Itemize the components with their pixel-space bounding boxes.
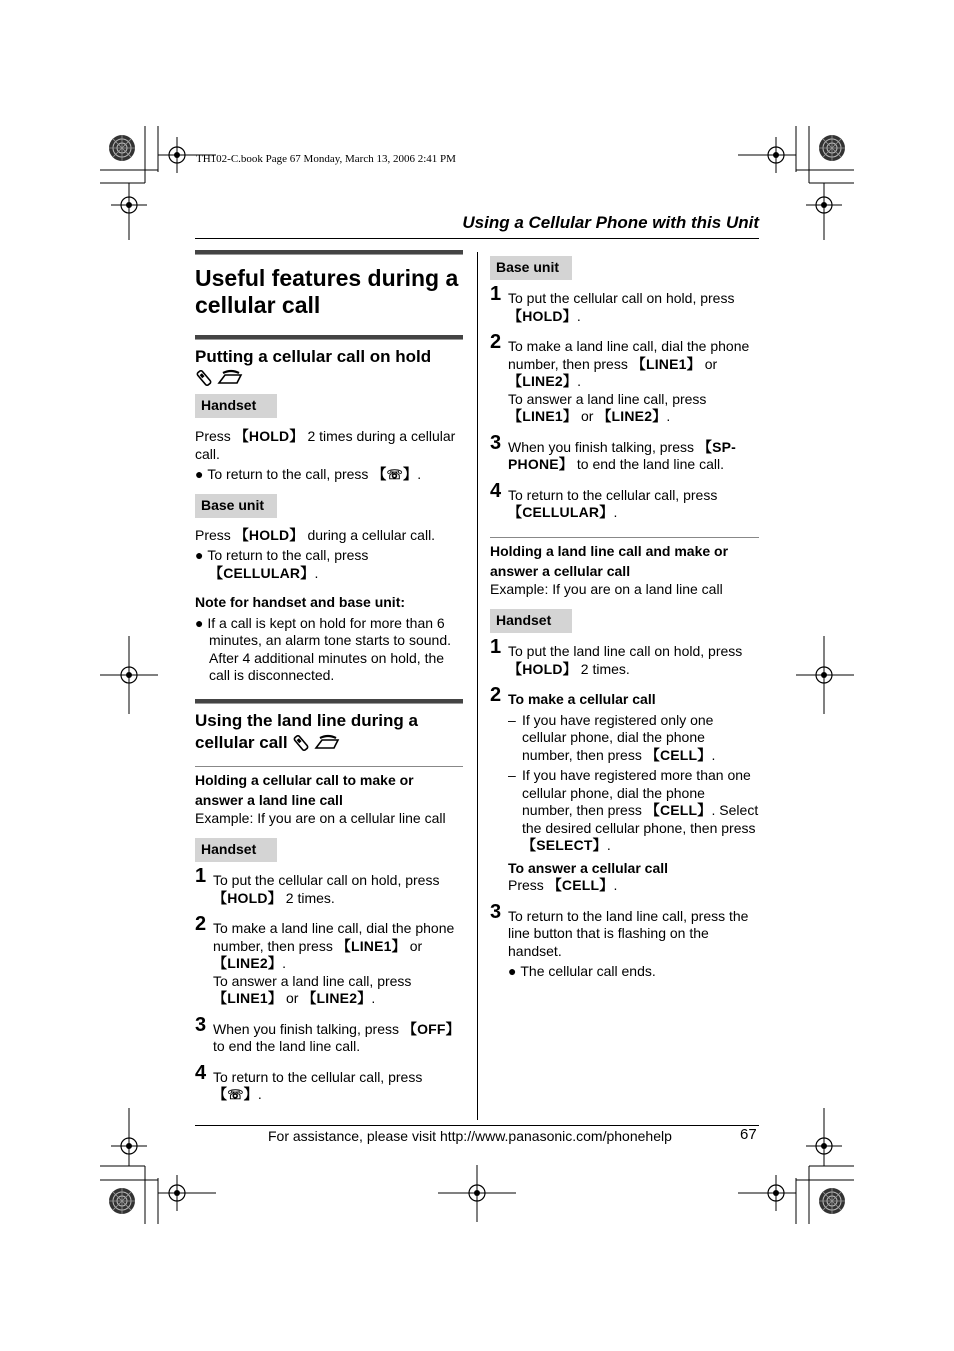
handset-label: Handset: [195, 394, 277, 418]
handset-hold-text: Press 【HOLD】 2 times during a cellular call.: [195, 428, 456, 462]
right-step-1: 1 To put the cellular call on hold, press 【HOLD】.: [490, 283, 735, 324]
right-h-step-1: 1 To put the land line call on hold, press 【HOLD】 2 times.: [490, 636, 743, 677]
left-column: [195, 250, 463, 1104]
handset-label-right: Handset: [490, 609, 572, 633]
left-step-1: 1 To put the cellular call on hold, press 【HOLD】 2 times.: [195, 865, 440, 906]
left-step-4: 4 To return to the cellular call, press 【☏】.: [195, 1061, 423, 1102]
holding-example: Example: If you are on a cellular line call: [195, 809, 446, 826]
footer-rule: [195, 1125, 759, 1126]
hold-heading: Putting a cellular call on hold: [195, 347, 432, 366]
right-step-3: 3 When you finish talking, press 【SP- PHONE】 to end the land line call.: [490, 431, 737, 472]
base-return-bullet: ● To return to the call, press 【CELLULAR】.: [195, 547, 369, 581]
right-column: [490, 256, 759, 981]
dash-item-1: – If you have registered only one cellular phone, dial the phone number, then press 【CELL】.: [508, 711, 716, 763]
landline-heading: Using the land line during a cellular call: [195, 710, 418, 752]
left-step-2: 2 To make a land line call, dial the phone number, then press 【LINE1】 or 【LINE2】. To answer a land line call, press 【LINE1】 or 【LINE2】.: [195, 913, 455, 1006]
left-step-3: 3 When you finish talking, press 【OFF】 to end the land line call.: [195, 1013, 460, 1054]
holding-heading-right: Holding a land line call and make or answer a cellular call: [490, 542, 729, 579]
section-top-rule: [195, 250, 463, 255]
holding-rule-right: [490, 537, 759, 538]
holding-rule: [195, 766, 463, 767]
landline-rule: [195, 699, 463, 704]
talk-icon: ☏: [386, 467, 403, 482]
subsection-rule: [195, 335, 463, 340]
answer-heading: To answer a cellular call: [508, 859, 669, 876]
talk-icon: ☏: [227, 1087, 244, 1102]
note-heading: Note for handset and base unit:: [195, 594, 406, 610]
section-title: Useful features during a cellular call: [195, 265, 459, 318]
cellular-ends-bullet: ● The cellular call ends.: [508, 963, 656, 979]
right-h-step-3: 3 To return to the land line call, press the line button that is flashing on the handset. ● The cellular call ends.: [490, 908, 759, 981]
right-h-step-2: 2 To make a cellular call – If you have registered only one cellular phone, dial the phone number, then press 【CELL】. – If you have registered more than one cellular phone, dial the phone number, then press 【CELL】. Select the desired cellular phone, then press 【SELECT】. To answer a cellular call Press 【CELL】.: [490, 684, 759, 893]
dash-item-2: – If you have registered more than one cellular phone, dial the phone number, then press 【CELL】. Select the desired cellular phone, then press 【SELECT】.: [508, 767, 759, 853]
holding-example-right: Example: If you are on a land line call: [490, 580, 723, 597]
handset-icon: [195, 368, 247, 388]
holding-heading: Holding a cellular call to make or answer a land line call: [195, 771, 414, 808]
handset-base-icons: [195, 368, 463, 390]
handset-base-icon: [292, 733, 344, 753]
base-hold-text: Press 【HOLD】 during a cellular call.: [195, 526, 436, 543]
base-unit-label-right: Base unit: [490, 256, 572, 280]
running-header: Using a Cellular Phone with this Unit: [462, 213, 759, 232]
print-info: TH102-C.book Page 67 Monday, March 13, 2006 2:41 PM: [196, 153, 456, 165]
handset-label-2: Handset: [195, 838, 277, 862]
right-step-4: 4 To return to the cellular call, press 【CELLULAR】.: [490, 479, 718, 520]
base-unit-label: Base unit: [195, 494, 277, 518]
note-bullet: ● If a call is kept on hold for more than 6 minutes, an alarm tone starts to sound. After 4 additional minutes on hold, the call is disconnected.: [195, 614, 452, 683]
right-step-2: 2 To make a land line call, dial the phone number, then press 【LINE1】 or 【LINE2】. To answer a land line call, press 【LINE1】 or 【LINE2】.: [490, 331, 750, 424]
handset-return-bullet: ● To return to the call, press 【☏】.: [195, 466, 422, 482]
header-rule: [195, 238, 759, 239]
answer-text: Press 【CELL】.: [508, 877, 618, 893]
column-separator: [477, 252, 478, 1120]
footer-help-text: For assistance, please visit http://www.panasonic.com/phonehelp: [268, 1128, 672, 1144]
page-number: 67: [740, 1126, 757, 1143]
